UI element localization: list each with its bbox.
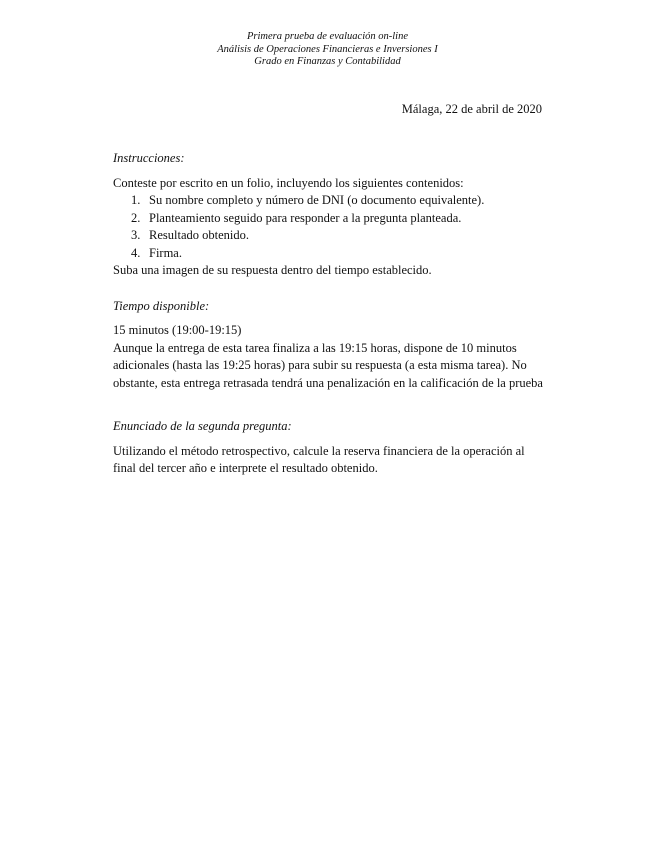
list-item-number: 1.	[131, 193, 141, 207]
list-item	[131, 245, 545, 263]
document-body	[113, 150, 545, 478]
list-item	[131, 227, 545, 245]
header-line-1: Primera prueba de evaluación on-line	[247, 31, 408, 42]
instructions-list	[113, 192, 545, 262]
time-duration: 15 minutos (19:00-19:15)	[113, 323, 242, 337]
list-item-text: Firma.	[149, 245, 182, 260]
header-line-3: Grado en Finanzas y Contabilidad	[254, 56, 401, 67]
time-heading: Tiempo disponible:	[113, 298, 210, 313]
list-item-number: 3.	[131, 228, 141, 242]
instructions-heading: Instrucciones:	[113, 151, 185, 165]
list-item	[131, 192, 545, 210]
question-text: Utilizando el método retrospectivo, calcule la reserva financiera de la operación al final del tercer año e interprete el resultado obtenido.	[113, 443, 525, 475]
list-item-text: Resultado obtenido.	[149, 228, 249, 242]
document-header	[0, 31, 655, 69]
list-item-number: 4.	[131, 245, 141, 260]
list-item-text: Su nombre completo y número de DNI (o documento equivalente).	[149, 193, 485, 207]
instructions-intro: Conteste por escrito en un folio, incluyendo los siguientes contenidos:	[113, 175, 464, 190]
instructions-closing: Suba una imagen de su respuesta dentro del tiempo establecido.	[113, 263, 432, 277]
time-note: Aunque la entrega de esta tarea finaliza a las 19:15 horas, dispone de 10 minutos adicionales (hasta las 19:25 horas) para subir su respuesta (a esta misma tarea). No obstante, esta entrega retrasada tendrá una penalización en la calificación de la prueba	[113, 340, 543, 390]
header-line-2: Análisis de Operaciones Financieras e Inversiones I	[217, 43, 438, 55]
question-heading: Enunciado de la segunda pregunta:	[113, 419, 292, 433]
list-item-number: 2.	[131, 210, 141, 225]
document-date: Málaga, 22 de abril de 2020	[401, 102, 542, 116]
list-item-text: Planteamiento seguido para responder a la pregunta planteada.	[149, 210, 462, 225]
list-item	[131, 210, 545, 228]
